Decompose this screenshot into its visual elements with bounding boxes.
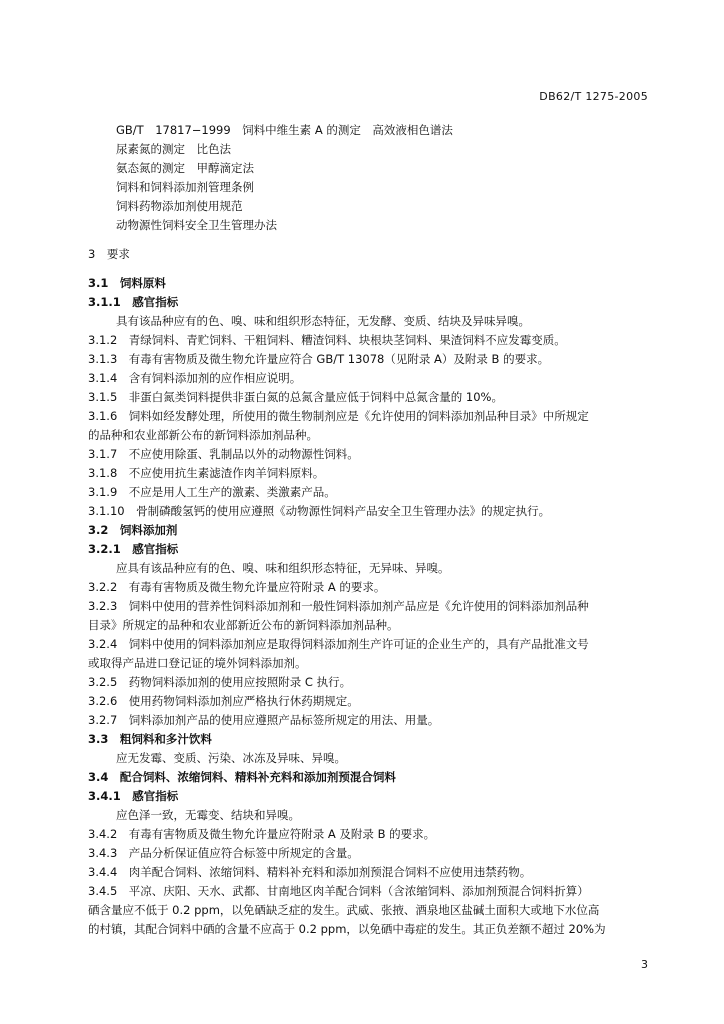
- subsection-heading: 3.2 饲料添加剂: [88, 523, 178, 537]
- clause-text: 3.1.9 不应是用人工生产的激素、类激素产品。: [88, 485, 336, 499]
- clause-text: 3.2.7 饲料添加剂产品的使用应遵照产品标签所规定的用法、用量。: [88, 713, 440, 727]
- subsection-heading: 3.3 粗饲料和多汁饮料: [88, 732, 212, 746]
- clause-text: 3.1.6 饲料如经发酵处理，所使用的微生物制剂应是《允许使用的饲料添加剂品种目录》中所规定: [88, 409, 589, 423]
- clause-heading: 3.4.1 感官指标: [88, 789, 179, 803]
- reference-item: 尿素氮的测定 比色法: [116, 142, 231, 156]
- clause-text: 3.1.7 不应使用除蛋、乳制品以外的动物源性饲料。: [88, 447, 359, 461]
- clause-text: 应具有该品种应有的色、嗅、味和组织形态特征，无异味、异嗅。: [116, 561, 450, 575]
- reference-item: GB/T 17817−1999 饲料中维生素 A 的测定 高效液相色谱法: [116, 123, 453, 137]
- clause-text: 3.2.4 饲料中使用的饲料添加剂应是取得饲料添加剂生产许可证的企业生产的，具有产品批准文号: [88, 637, 589, 651]
- clause-text: 3.4.5 平凉、庆阳、天水、武都、甘南地区肉羊配合饲料（含浓缩饲料、添加剂预混合饲料折算）: [88, 884, 589, 898]
- clause-text: 3.2.5 药物饲料添加剂的使用应按照附录 C 执行。: [88, 675, 352, 689]
- clause-text: 目录》所规定的品种和农业部新近公布的新饲料添加剂品种。: [88, 618, 399, 632]
- clause-text: 的村镇，其配合饲料中硒的含量不应高于 0.2 ppm，以免硒中毒症的发生。其正负差额不超过 20%为: [88, 922, 606, 936]
- clause-text: 3.2.6 使用药物饲料添加剂应严格执行休药期规定。: [88, 694, 359, 708]
- section-heading: 3 要求: [88, 247, 130, 261]
- clause-text: 具有该品种应有的色、嗅、味和组织形态特征，无发酵、变质、结块及异味异嗅。: [116, 314, 530, 328]
- reference-item: 饲料药物添加剂使用规范: [116, 199, 243, 213]
- standard-code: DB62/T 1275-2005: [539, 90, 648, 103]
- clause-text: 3.1.8 不应使用抗生素滤渣作肉羊饲料原料。: [88, 466, 325, 480]
- clause-text: 的品种和农业部新公布的新饲料添加剂品种。: [88, 428, 318, 442]
- clause-text: 3.1.3 有毒有害物质及微生物允许量应符合 GB/T 13078（见附录 A）及附录 B 的要求。: [88, 352, 550, 366]
- reference-item: 氨态氮的测定 甲醇滴定法: [116, 161, 254, 175]
- clause-text: 3.1.10 骨制磷酸氢钙的使用应遵照《动物源性饲料产品安全卫生管理办法》的规定执行。: [88, 504, 551, 518]
- clause-text: 硒含量应不低于 0.2 ppm，以免硒缺乏症的发生。武威、张掖、酒泉地区盐碱土面积大或地下水位高: [88, 903, 600, 917]
- subsection-heading: 3.4 配合饲料、浓缩饲料、精料补充料和添加剂预混合饲料: [88, 770, 396, 784]
- clause-text: 3.2.3 饲料中使用的营养性饲料添加剂和一般性饲料添加剂产品应是《允许使用的饲料添加剂品种: [88, 599, 589, 613]
- clause-text: 或取得产品进口登记证的境外饲料添加剂。: [88, 656, 307, 670]
- clause-text: 3.1.5 非蛋白氮类饲料提供非蛋白氮的总氮含量应低于饲料中总氮含量的 10%。: [88, 390, 503, 404]
- page-number: 3: [641, 958, 648, 971]
- clause-text: 3.1.2 青绿饲料、青贮饲料、干粗饲料、糟渣饲料、块根块茎饲料、果渣饲料不应发霉变质。: [88, 333, 566, 347]
- clause-text: 3.4.4 肉羊配合饲料、浓缩饲料、精料补充料和添加剂预混合饲料不应使用违禁药物。: [88, 865, 532, 879]
- clause-text: 3.4.3 产品分析保证值应符合标签中所规定的含量。: [88, 846, 359, 860]
- clause-text: 应色泽一致，无霉变、结块和异嗅。: [116, 808, 300, 822]
- reference-item: 动物源性饲料安全卫生管理办法: [116, 218, 277, 232]
- subsection-heading: 3.1 饲料原料: [88, 276, 166, 290]
- clause-heading: 3.1.1 感官指标: [88, 295, 179, 309]
- clause-text: 应无发霉、变质、污染、冰冻及异味、异嗅。: [116, 751, 346, 765]
- clause-text: 3.2.2 有毒有害物质及微生物允许量应符附录 A 的要求。: [88, 580, 386, 594]
- clause-text: 3.4.2 有毒有害物质及微生物允许量应符附录 A 及附录 B 的要求。: [88, 827, 436, 841]
- reference-item: 饲料和饲料添加剂管理条例: [116, 180, 254, 194]
- clause-heading: 3.2.1 感官指标: [88, 542, 179, 556]
- clause-text: 3.1.4 含有饲料添加剂的应作相应说明。: [88, 371, 302, 385]
